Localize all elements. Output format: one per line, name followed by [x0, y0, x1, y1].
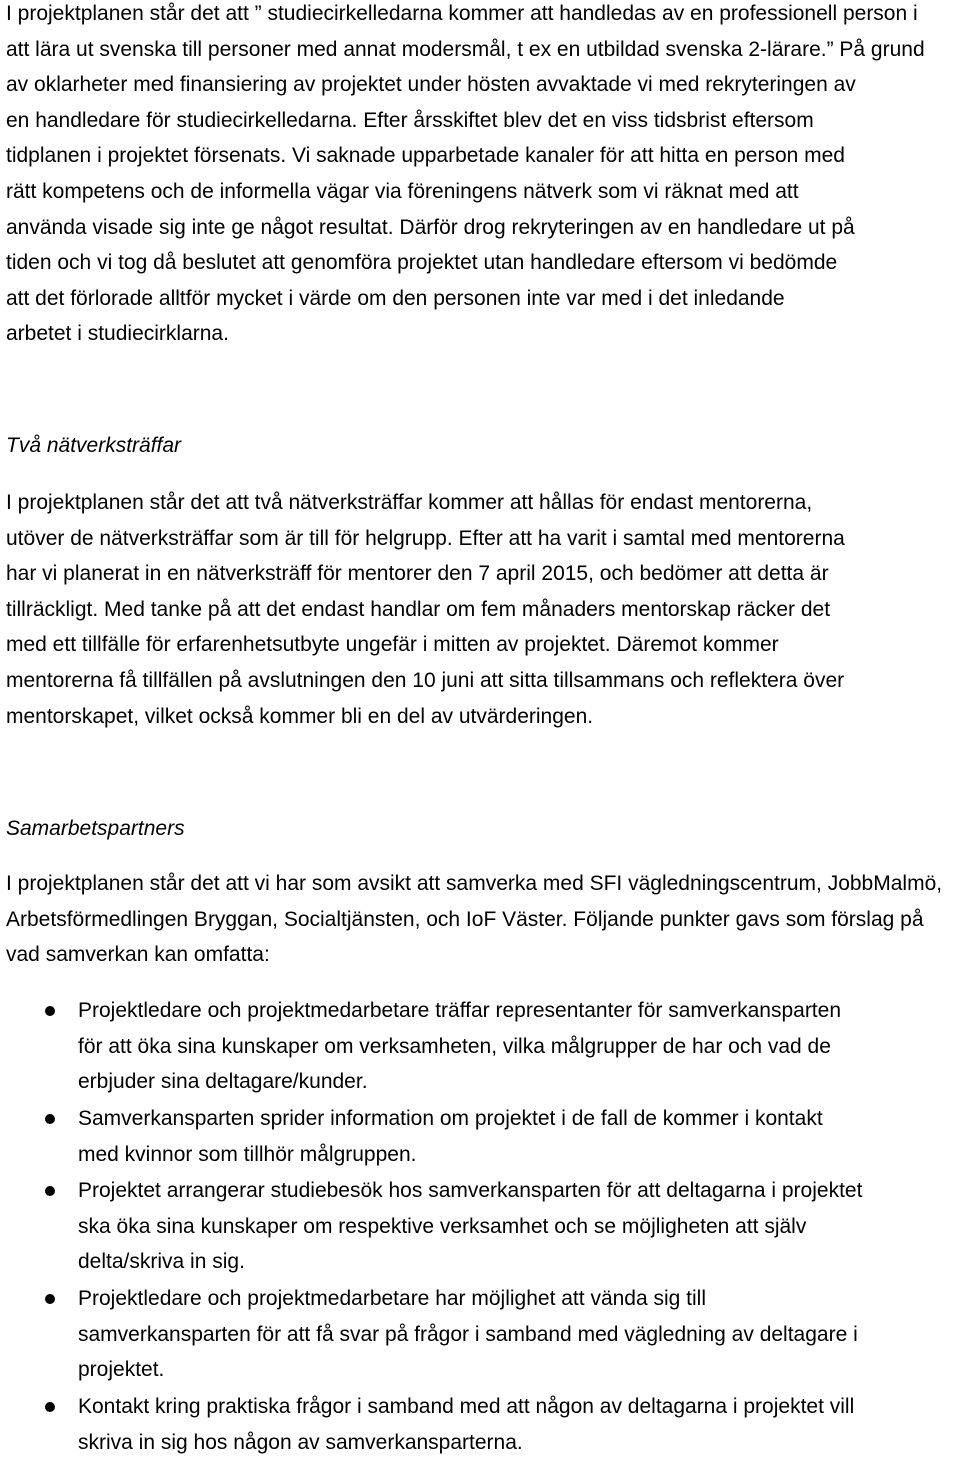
text-line: av oklarheter med finansiering av projektet under hösten avvaktade vi med rekryteringen av: [6, 73, 856, 97]
list-item: Samverkansparten sprider information om projektet i de fall de kommer i kontakt med kvinnor som tillhör målgruppen.: [78, 1101, 823, 1172]
text-line: tiden och vi tog då beslutet att genomföra projektet utan handledare eftersom vi bedömde: [6, 251, 838, 275]
text-line: I projektplanen står det att ” studiecirkelledarna kommer att handledas av en professionell person i: [6, 2, 918, 25]
text-line: mentorskapet, vilket också kommer bli en del av utvärderingen.: [6, 704, 594, 728]
text-line: I projektplanen står det att två nätverksträffar kommer att hållas för endast mentorerna,: [6, 491, 813, 514]
text-line: tillräckligt. Med tanke på att det endast handlar om fem månaders mentorskap räcker det: [6, 597, 831, 621]
text-line: en handledare för studiecirkelledarna. Efter årsskiftet blev det en viss tidsbrist eftersom: [6, 108, 814, 132]
text-line: använda visade sig inte ge något resultat. Därför drog rekryteringen av en handledare ut på: [6, 215, 855, 239]
bullet-icon: [45, 1402, 55, 1412]
text-line: Arbetsförmedlingen Bryggan, Socialtjänsten, och IoF Väster. Följande punkter gavs som förslag på: [6, 907, 924, 931]
text-line: vad samverkan kan omfatta:: [6, 943, 270, 967]
text-line: med ett tillfälle för erfarenhetsutbyte ungefär i mitten av projektet. Däremot kommer: [6, 633, 779, 657]
text-line: att det förlorade alltför mycket i värde om den personen inte var med i det inledande: [6, 286, 785, 310]
text-line: rätt kompetens och de informella vägar via föreningens nätverk som vi räknat med att: [6, 179, 799, 203]
text-line: utöver de nätverksträffar som är till för helgrupp. Efter att ha varit i samtal med mentorerna: [6, 526, 845, 550]
section-heading-natverkstraffar: Två nätverksträffar: [6, 434, 182, 457]
bullet-icon: [45, 1006, 55, 1016]
list-item: Kontakt kring praktiska frågor i samband med att någon av deltagarna i projektet vill skriva in sig hos någon av samverkansparterna.: [78, 1389, 854, 1460]
text-line: I projektplanen står det att vi har som avsikt att samverka med SFI vägledningscentrum, JobbMalmö,: [6, 872, 943, 895]
bullet-icon: [45, 1114, 55, 1124]
text-line: har vi planerat in en nätverksträff för mentorer den 7 april 2015, och bedömer att detta är: [6, 562, 829, 586]
paragraph-handledning: [6, 0, 925, 352]
text-line: arbetet i studiecirklarna.: [6, 322, 229, 346]
list-item: Projektet arrangerar studiebesök hos samverkansparten för att deltagarna i projektet ska öka sina kunskaper om respektive verksamhet och se möjligheten att själv delta/skriva in sig.: [78, 1173, 862, 1280]
text-line: att lära ut svenska till personer med annat modersmål, t ex en utbildad svenska 2-lärare.” På grund: [6, 37, 925, 61]
list-item: Projektledare och projektmedarbetare träffar representanter för samverkansparten för att öka sina kunskaper om verksamheten, vilka målgrupper de har och vad de erbjuder sina deltagare/kunder.: [78, 993, 841, 1100]
text-line: tidplanen i projektet försenats. Vi saknade upparbetade kanaler för att hitta en person med: [6, 144, 845, 168]
paragraph-natverkstraffar: [6, 485, 845, 734]
bullet-icon: [45, 1294, 55, 1304]
bullet-icon: [45, 1186, 55, 1196]
text-line: mentorerna få tillfällen på avslutningen den 10 juni att sitta tillsammans och reflektera över: [6, 668, 845, 692]
paragraph-samarbetspartners: [6, 866, 942, 973]
list-item: Projektledare och projektmedarbetare har möjlighet att vända sig till samverkansparten för att få svar på frågor i samband med vägledning av deltagare i projektet.: [78, 1281, 858, 1388]
section-heading-samarbetspartners: Samarbetspartners: [6, 817, 185, 840]
